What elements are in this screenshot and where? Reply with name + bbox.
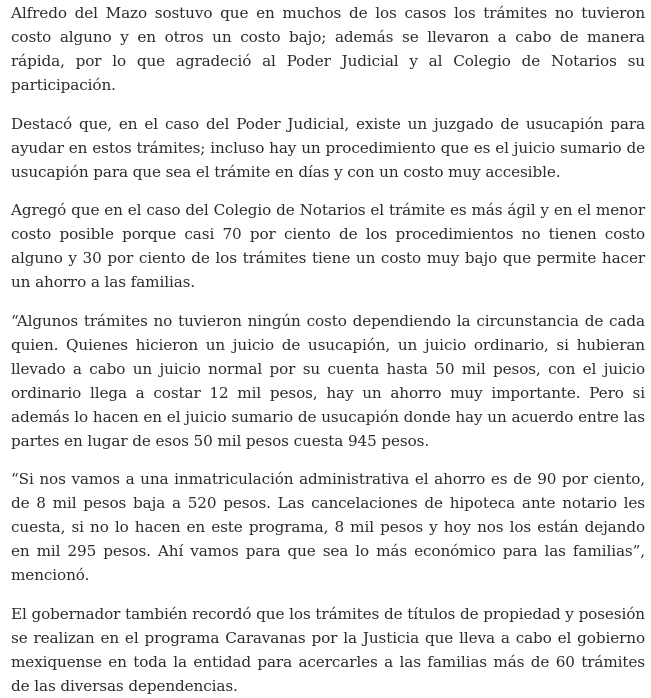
article-paragraph-1: Alfredo del Mazo sostuvo que en muchos de los casos los trámites no tuvieron costo alguno y en otros un costo bajo; además se llevaron a cabo de manera rápida, por lo que agradeció al Poder Judicial y al Colegio de Notarios su participación. [11,4,645,94]
article-paragraph-4-quote: “Algunos trámites no tuvieron ningún costo dependiendo la circunstancia de cada quien. Quienes hicieron un juicio de usucapión, un juicio ordinario, si hubieran llevado a cabo un juicio normal por su cuenta hasta 50 mil pesos, con el juicio ordinario llega a costar 12 mil pesos, hay un ahorro muy importante. Pero si además lo hacen en el juicio sumario de usucapión donde hay un acuerdo entre las partes en lugar de esos 50 mil pesos cuesta 945 pesos. [11,311,645,450]
article-paragraph-6: El gobernador también recordó que los trámites de títulos de propiedad y posesión se realizan en el programa Caravanas por la Justicia que lleva a cabo el gobierno mexiquense en toda la entidad para acercarles a las familias más de 60 trámites de las diversas dependencias. [11,604,645,695]
article-paragraph-3: Agregó que en el caso del Colegio de Notarios el trámite es más ágil y en el menor costo posible porque casi 70 por ciento de los procedimientos no tienen costo alguno y 30 por ciento de los trámites tiene un costo muy bajo que permite hacer un ahorro a las familias. [11,201,645,291]
article-paragraph-2: Destacó que, en el caso del Poder Judicial, existe un juzgado de usucapión para ayudar en estos trámites; incluso hay un procedimiento que es el juicio sumario de usucapión para que sea el trámite en días y con un costo muy accesible. [11,114,645,181]
article-paragraph-5-quote: “Si nos vamos a una inmatriculación administrativa el ahorro es de 90 por ciento, de 8 mil pesos baja a 520 pesos. Las cancelaciones de hipoteca ante notario les cuesta, si no lo hacen en este programa, 8 mil pesos y hoy nos los están dejando en mil 295 pesos. Ahí vamos para que sea lo más económico para las familias”, mencionó. [11,470,645,584]
